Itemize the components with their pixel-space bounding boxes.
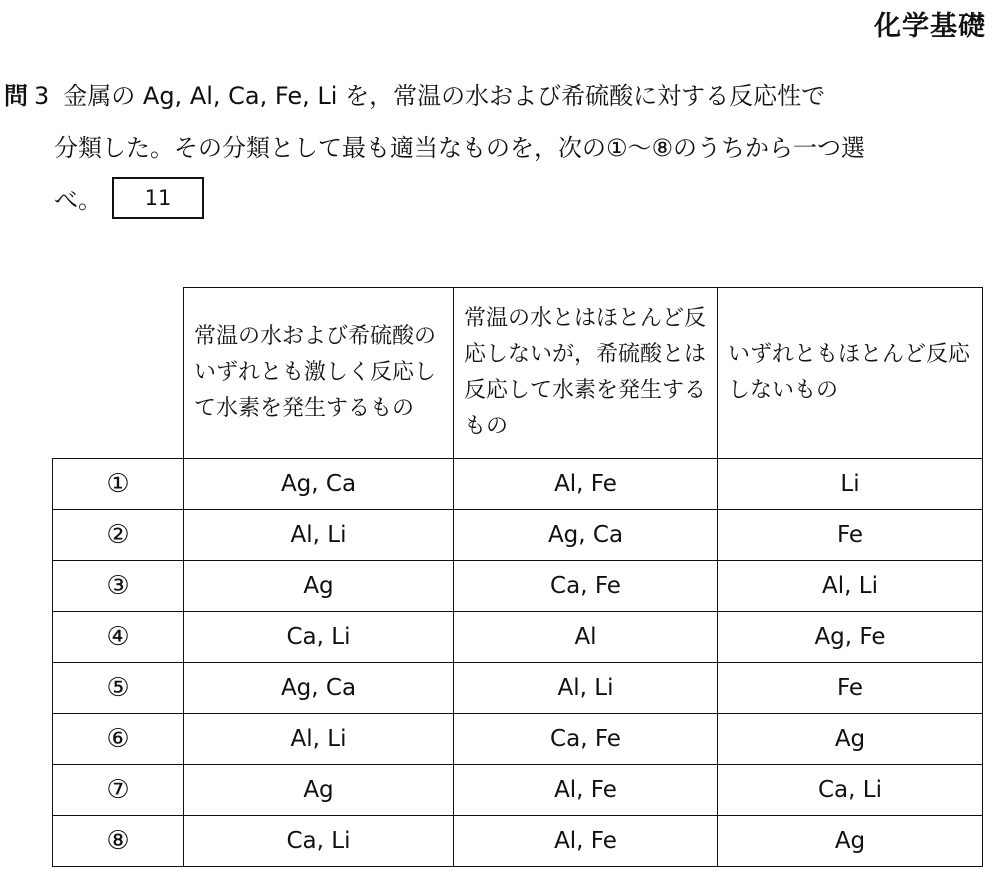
question-number: 3: [34, 82, 50, 110]
option-number: ③: [53, 561, 184, 612]
question-text-3: べ。: [54, 186, 102, 214]
table-row[interactable]: [53, 561, 983, 612]
cell-reacts-acid-only: Ca, Fe: [454, 714, 718, 765]
question-label: 問: [4, 82, 28, 110]
cell-reacts-acid-only: Ca, Fe: [454, 561, 718, 612]
question-line-1: [4, 70, 984, 122]
table-row[interactable]: [53, 612, 983, 663]
cell-reacts-both: Ca, Li: [184, 612, 454, 663]
cell-reacts-neither: Ag: [718, 714, 983, 765]
table-header-row: [53, 288, 983, 459]
cell-reacts-acid-only: Al, Fe: [454, 459, 718, 510]
header-reacts-neither: いずれともほとんど反応しないもの: [718, 288, 983, 459]
question-text-2: 分類した。その分類として最も適当なものを，次の①～⑧のうちから一つ選: [54, 134, 866, 162]
cell-reacts-acid-only: Ag, Ca: [454, 510, 718, 561]
table-row[interactable]: [53, 510, 983, 561]
cell-reacts-acid-only: Al, Li: [454, 663, 718, 714]
cell-reacts-neither: Ag, Fe: [718, 612, 983, 663]
option-number: ⑥: [53, 714, 184, 765]
cell-reacts-acid-only: Al: [454, 612, 718, 663]
question-text-1: 金属の Ag, Al, Ca, Fe, Li を，常温の水および希硫酸に対する反応性で: [63, 82, 826, 110]
cell-reacts-both: Al, Li: [184, 714, 454, 765]
table-corner: [53, 288, 184, 459]
option-number: ⑧: [53, 816, 184, 867]
cell-reacts-both: Ca, Li: [184, 816, 454, 867]
cell-reacts-both: Al, Li: [184, 510, 454, 561]
cell-reacts-neither: Ag: [718, 816, 983, 867]
table-row[interactable]: [53, 663, 983, 714]
option-number: ⑤: [53, 663, 184, 714]
cell-reacts-neither: Ca, Li: [718, 765, 983, 816]
question-line-2: [4, 122, 984, 174]
option-number: ①: [53, 459, 184, 510]
table-row[interactable]: [53, 459, 983, 510]
cell-reacts-both: Ag: [184, 561, 454, 612]
cell-reacts-neither: Fe: [718, 663, 983, 714]
cell-reacts-acid-only: Al, Fe: [454, 765, 718, 816]
cell-reacts-both: Ag, Ca: [184, 663, 454, 714]
cell-reacts-both: Ag: [184, 765, 454, 816]
table-row[interactable]: [53, 765, 983, 816]
subject-title: 化学基礎: [874, 11, 986, 42]
table-row[interactable]: [53, 816, 983, 867]
question-line-3: [4, 174, 984, 226]
answer-box[interactable]: 11: [112, 177, 204, 219]
header-reacts-both: 常温の水および希硫酸のいずれとも激しく反応して水素を発生するもの: [184, 288, 454, 459]
option-number: ④: [53, 612, 184, 663]
cell-reacts-acid-only: Al, Fe: [454, 816, 718, 867]
option-number: ⑦: [53, 765, 184, 816]
option-number: ②: [53, 510, 184, 561]
cell-reacts-neither: Li: [718, 459, 983, 510]
cell-reacts-neither: Fe: [718, 510, 983, 561]
options-table: [52, 287, 983, 867]
header-reacts-acid-only: 常温の水とはほとんど反応しないが，希硫酸とは反応して水素を発生するもの: [454, 288, 718, 459]
cell-reacts-both: Ag, Ca: [184, 459, 454, 510]
question-block: [4, 70, 984, 226]
cell-reacts-neither: Al, Li: [718, 561, 983, 612]
table-row[interactable]: [53, 714, 983, 765]
